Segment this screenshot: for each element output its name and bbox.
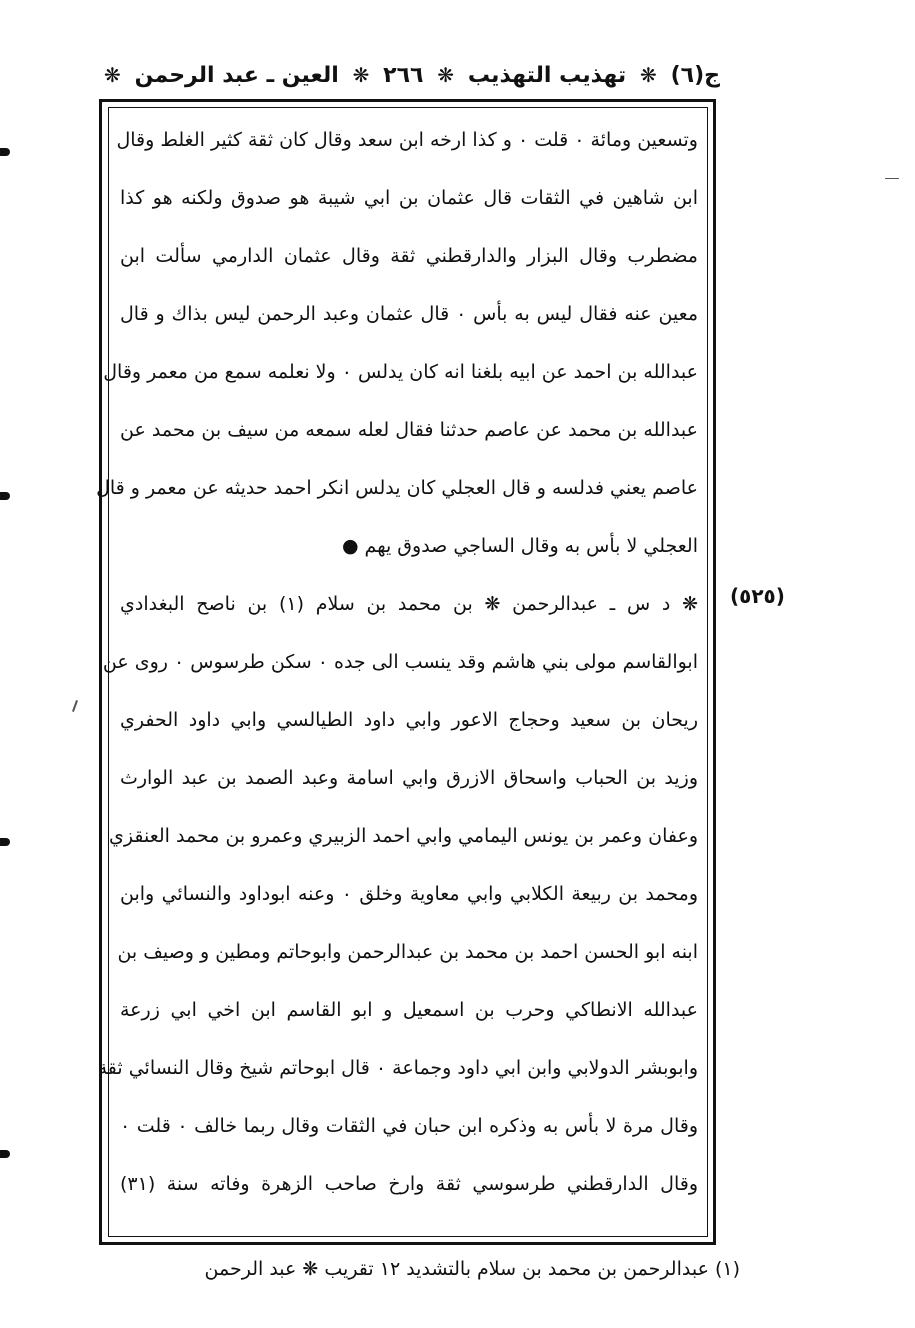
text-line: وعفان وعمر بن يونس اليمامي وابي احمد الزبيري وعمرو بن محمد العنقزي — [109, 825, 698, 847]
text-line: ابن شاهين في الثقات قال عثمان بن ابي شيبة هو صدوق ولكنه هو كذا — [120, 187, 698, 209]
margin-mark — [0, 838, 10, 846]
text-line: عاصم يعني فدلسه و قال العجلي كان يدلس انكر احمد حديثه عن معمر و قال — [96, 477, 698, 499]
stray-mark — [885, 178, 899, 179]
margin-mark — [0, 1150, 10, 1158]
text-line: وابوبشر الدولابي وابن ابي داود وجماعة ٠ قال ابوحاتم شيخ وقال النسائي ثقة — [97, 1057, 698, 1079]
header-book-title: تهذيب التهذيب — [467, 62, 627, 88]
margin-mark — [0, 492, 10, 500]
text-line: عبدالله بن محمد عن عاصم حدثنا فقال لعله سمعه من سيف بن محمد عن — [120, 419, 698, 441]
text-line: وزيد بن الحباب واسحاق الازرق وابي اسامة وعبد الصمد بن عبد الوارث — [120, 767, 698, 789]
header-section: العين ـ عبد الرحمن — [134, 62, 339, 88]
ornament-icon: ❋ — [104, 63, 121, 87]
ornament-icon: ❋ — [352, 63, 370, 87]
text-line: ابنه ابو الحسن احمد بن محمد بن عبدالرحمن وابوحاتم ومطين و وصيف بن — [117, 941, 698, 963]
header-page-number: ٢٦٦ — [383, 62, 424, 88]
entry-heading-line: ❋ د س ـ عبدالرحمن ❋ بن محمد بن سلام (١) بن ناصح البغدادي — [120, 593, 698, 615]
header-volume: ج(٦) — [670, 62, 720, 88]
ornament-icon: ❋ — [437, 63, 455, 87]
text-line: ابوالقاسم مولى بني هاشم وقد ينسب الى جده ٠ سكن طرسوس ٠ روى عن — [102, 651, 698, 673]
text-line: ومحمد بن ربيعة الكلابي وابي معاوية وخلق ٠ وعنه ابوداود والنسائي وابن — [120, 883, 698, 905]
text-line: العجلي لا بأس به وقال الساجي صدوق يهم ● — [341, 535, 698, 557]
text-line: مضطرب وقال البزار والدارقطني ثقة وقال عثمان الدارمي سألت ابن — [120, 245, 698, 267]
text-line: ريحان بن سعيد وحجاج الاعور وابي داود الطيالسي وابي داود الحفري — [120, 709, 698, 731]
text-line: عبدالله بن احمد عن ابيه بلغنا انه كان يدلس ٠ ولا نعلمه سمع من معمر وقال — [103, 361, 698, 383]
text-line: معين عنه فقال ليس به بأس ٠ قال عثمان وعبد الرحمن ليس بذاك و قال — [120, 303, 698, 325]
entry-number: (٥٢٥) — [730, 584, 785, 608]
text-line: عبدالله الانطاكي وحرب بن اسمعيل و ابو القاسم ابن اخي ابي زرعة — [120, 999, 698, 1021]
running-header — [100, 52, 720, 98]
footnote: (١) عبدالرحمن بن محمد بن سلام بالتشديد ١٢ تقريب ❋ عبد الرحمن — [204, 1258, 740, 1280]
stray-mark — [72, 700, 78, 712]
text-line: وتسعين ومائة ٠ قلت ٠ و كذا ارخه ابن سعد وقال كان ثقة كثير الغلط وقال — [116, 129, 698, 151]
ornament-icon: ❋ — [639, 63, 657, 87]
margin-mark — [0, 148, 10, 156]
text-line: وقال مرة لا بأس به وذكره ابن حبان في الثقات وقال ربما خالف ٠ قلت ٠ — [120, 1115, 698, 1137]
text-line: وقال الدارقطني طرسوسي ثقة وارخ صاحب الزهرة وفاته سنة (٣١) — [120, 1173, 698, 1195]
